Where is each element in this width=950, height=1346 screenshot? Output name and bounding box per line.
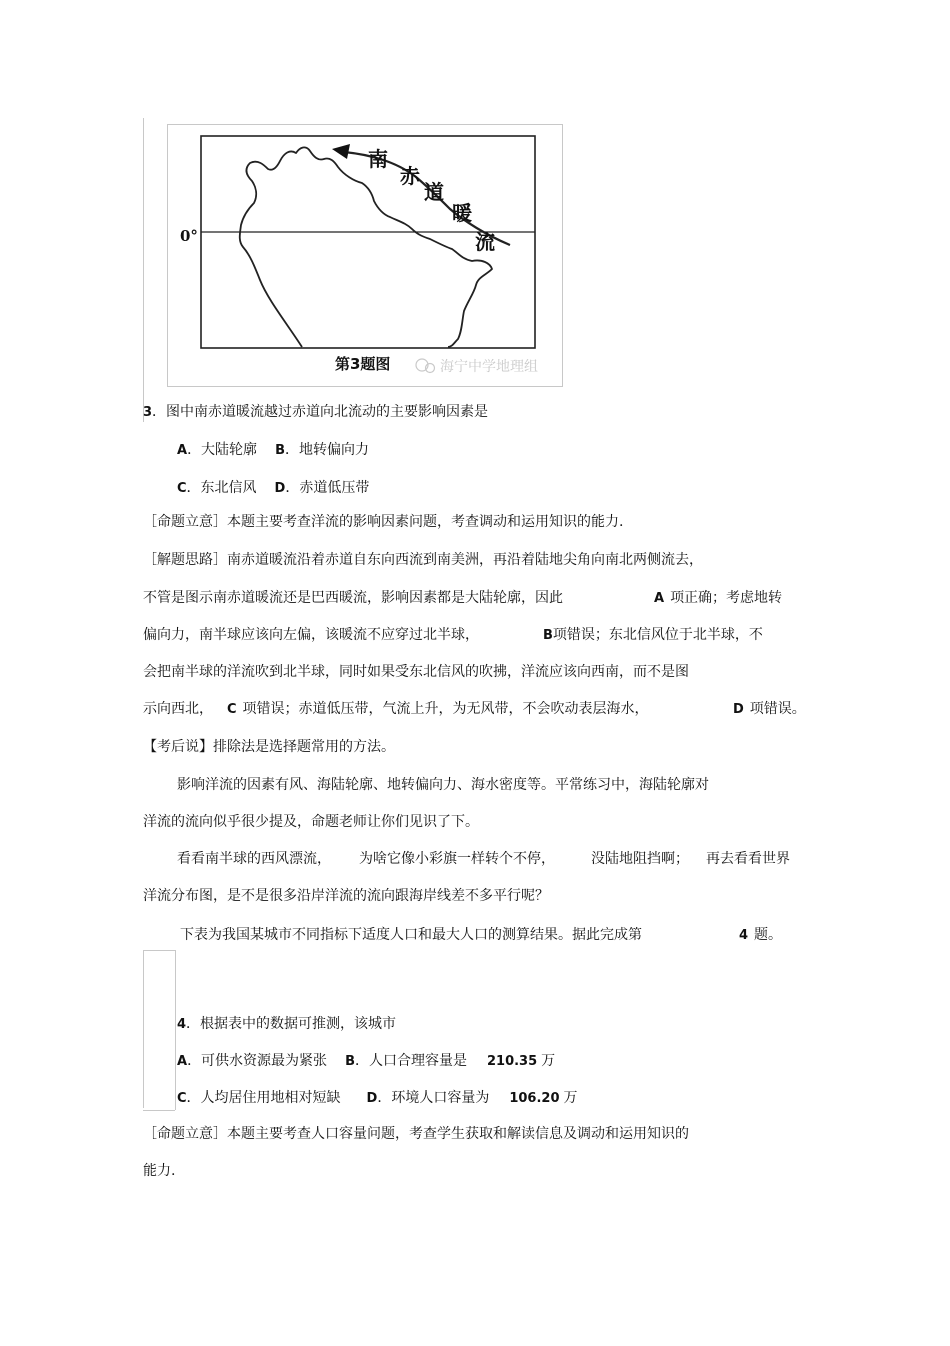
para2-line1-d: 再去看看世界 — [706, 851, 790, 867]
ocean-current-map — [168, 125, 562, 386]
line3-letter: B — [543, 628, 553, 643]
question-figure — [167, 124, 563, 387]
q4-opt-d-text: ．环境人口容量为 — [377, 1090, 490, 1106]
line2-text-b: 项正确；考虑地转 — [670, 590, 783, 606]
q3-opt-d-letter: D — [274, 481, 286, 496]
para2-line2: 洋流分布图，是不是很多沿岸洋流的流向跟海岸线差不多平行呢？ — [143, 888, 549, 904]
q4-opt-b-unit: 万 — [541, 1053, 556, 1069]
current-char-4: 暖 — [452, 201, 472, 225]
q3-intent: ［命题立意］本题主要考查洋流的影响因素问题，考查调动和运用知识的能力. — [143, 514, 624, 530]
current-char-2: 赤 — [400, 164, 420, 188]
q4-stem — [177, 1015, 396, 1034]
line5-letter-d: D — [733, 702, 744, 717]
q4-options-row2 — [177, 1089, 578, 1108]
q3-number: 3 — [143, 405, 153, 420]
q3-opt-c-letter: C — [177, 481, 187, 496]
table-rule-right — [175, 950, 176, 1110]
line5-text-b: 项错误；赤道低压带，气流上升，为无风带，不会吹动表层海水， — [242, 701, 649, 717]
q3-stem — [143, 403, 488, 422]
q3-stem-text: ．图中南赤道暖流越过赤道向北流动的主要影响因素是 — [152, 404, 489, 420]
q4-opt-b-num: 210.35 — [486, 1054, 538, 1069]
q3-opt-a-letter: A — [177, 443, 188, 458]
line3-text-b: 项错误；东北信风位于北半球，不 — [552, 627, 763, 643]
q4-opt-a-text: ．可供水资源最为紧张 — [187, 1053, 328, 1069]
q3-opt-a-text: ．大陆轮廓 — [187, 442, 258, 458]
q3-idea-line4: 会把南半球的洋流吹到北半球，同时如果受东北信风的吹拂，洋流应该向西南，而不是图 — [143, 664, 689, 680]
current-char-1: 南 — [368, 147, 388, 171]
line5-text-c: 项错误。 — [749, 701, 806, 717]
q3-idea-line5 — [143, 700, 649, 719]
para2-line1-c: 没陆地阻挡啊； — [591, 851, 689, 867]
q3-idea-line2-end — [654, 589, 782, 608]
q4-opt-b-letter: B — [345, 1054, 355, 1069]
q4-opt-c-letter: C — [177, 1091, 187, 1106]
margin-rule-bottom — [143, 950, 144, 1108]
q3-options-row1 — [177, 441, 369, 460]
q3-idea-line1: ［解题思路］南赤道暖流沿着赤道自东向西流到南美洲，再沿着陆地尖角向南北两侧流去， — [143, 552, 703, 568]
q4-intent-line2: 能力. — [143, 1163, 176, 1179]
continent-outline — [240, 147, 492, 347]
q3-opt-d-text: ．赤道低压带 — [285, 480, 370, 496]
line5-text-a: 示向西北， — [143, 701, 213, 717]
q3-idea-line3-end — [543, 626, 763, 645]
q4-opt-d-num: 106.20 — [509, 1091, 560, 1106]
q3-idea-line3 — [143, 626, 479, 644]
line3-text-a: 偏向力，南半球应该向左偏，该暖流不应穿过北半球， — [143, 627, 479, 643]
q3-opt-c-text: ．东北信风 — [186, 480, 257, 496]
q4-stem-text: ．根据表中的数据可推测，该城市 — [186, 1016, 397, 1032]
equator-label: 0° — [180, 227, 198, 245]
margin-rule-top — [143, 118, 144, 422]
after-exam-title: 【考后说】排除法是选择题常用的方法。 — [143, 739, 395, 755]
q4-intro-num: 4 — [739, 928, 749, 943]
q4-opt-c-text: ．人均居住用地相对短缺 — [186, 1090, 341, 1106]
q4-options-row1 — [177, 1052, 555, 1071]
q3-idea-line2 — [143, 589, 563, 607]
para1-line2: 洋流的流向似乎很少提及，命题老师让你们见识了下。 — [143, 814, 479, 830]
q4-intro: 下表为我国某城市不同指标下适度人口和最大人口的测算结果。据此完成第 — [180, 927, 642, 943]
q3-options-row2 — [177, 479, 369, 498]
q4-opt-a-letter: A — [177, 1054, 188, 1069]
q3-opt-b-letter: B — [275, 443, 285, 458]
q4-intent-line1: ［命题立意］本题主要考查人口容量问题，考查学生获取和解读信息及调动和运用知识的 — [143, 1126, 689, 1142]
q4-opt-d-letter: D — [366, 1091, 378, 1106]
q3-opt-b-text: ．地转偏向力 — [284, 442, 369, 458]
para2-line1-a: 看看南半球的西风漂流， — [177, 851, 331, 867]
watermark-text: 海宁中学地理组 — [440, 359, 538, 375]
q4-opt-b-text: ．人口合理容量是 — [354, 1053, 467, 1069]
q3-idea-line5-end — [733, 700, 806, 719]
q4-intro-text-b: 题。 — [754, 927, 783, 943]
para2-line1-b: 为啥它像小彩旗一样转个不停， — [359, 851, 555, 867]
q4-intro-end — [739, 926, 782, 945]
q4-opt-d-unit: 万 — [563, 1090, 578, 1106]
current-arrowhead — [332, 144, 350, 159]
q4-number: 4 — [177, 1017, 187, 1032]
current-char-3: 道 — [424, 180, 444, 204]
watermark — [416, 358, 538, 375]
current-char-5: 流 — [475, 230, 495, 254]
para1-line1: 影响洋流的因素有风、海陆轮廓、地转偏向力、海水密度等。平常练习中，海陆轮廓对 — [177, 777, 709, 793]
line2-letter: A — [654, 591, 665, 606]
table-rule-top — [143, 950, 175, 951]
line5-letter-c: C — [227, 702, 237, 717]
table-rule-bottom — [143, 1110, 175, 1111]
line2-text-a: 不管是图示南赤道暖流还是巴西暖流，影响因素都是大陆轮廓，因此 — [143, 590, 563, 606]
figure-caption: 第3题图 — [335, 355, 391, 373]
